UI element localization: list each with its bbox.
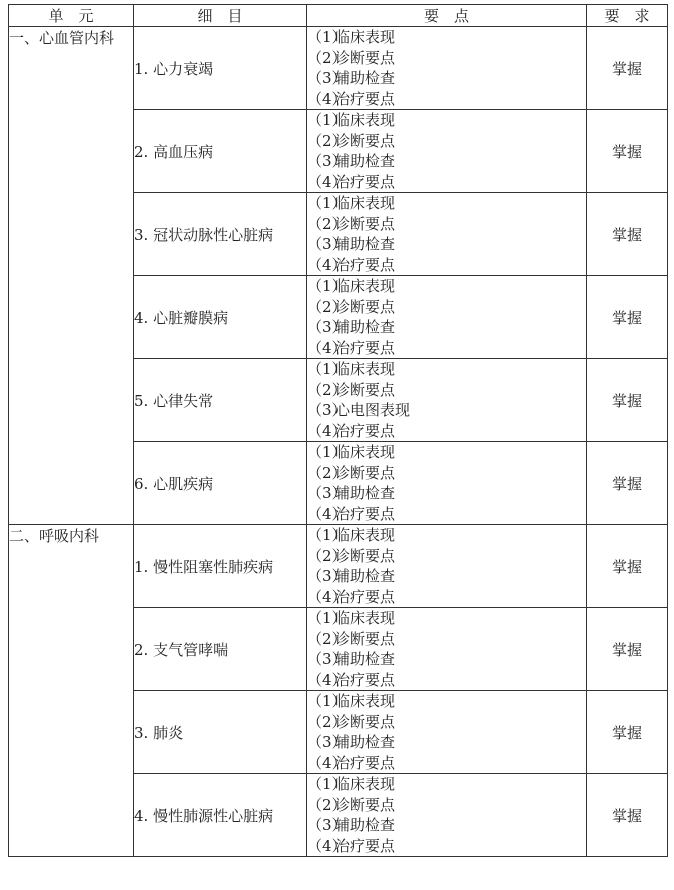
item-cell: 3. 冠状动脉性心脏病 <box>134 193 307 276</box>
point-number: （4） <box>307 89 347 108</box>
point-number: （3） <box>307 733 347 751</box>
point-number: （3） <box>307 318 347 336</box>
point-number: （1） <box>307 360 347 378</box>
points-cell <box>307 359 587 442</box>
points-cell <box>307 110 587 193</box>
point-text: 辅助检查 <box>335 152 396 170</box>
point-line <box>307 795 586 816</box>
point-line <box>307 649 586 670</box>
point-line <box>307 815 586 836</box>
point-text: 辅助检查 <box>335 650 396 668</box>
point-line <box>307 691 586 712</box>
point-line <box>307 214 586 235</box>
point-text: 临床表现 <box>335 775 396 793</box>
point-text: 辅助检查 <box>335 567 396 585</box>
point-number: （3） <box>307 650 347 668</box>
requirement-cell: 掌握 <box>587 193 668 276</box>
point-text: 诊断要点 <box>335 463 396 482</box>
point-number: （4） <box>307 338 347 357</box>
point-text: 临床表现 <box>335 277 396 295</box>
item-cell: 2. 支气管哮喘 <box>134 608 307 691</box>
point-text: 临床表现 <box>335 609 396 627</box>
point-line <box>307 546 586 567</box>
point-line <box>307 566 586 587</box>
header-points: 要 点 <box>307 5 587 27</box>
point-number: （4） <box>307 753 347 772</box>
item-cell: 2. 高血压病 <box>134 110 307 193</box>
requirement-cell: 掌握 <box>587 27 668 110</box>
point-text: 治疗要点 <box>335 89 396 108</box>
point-number: （3） <box>307 152 347 170</box>
table-body <box>9 27 668 857</box>
point-text: 诊断要点 <box>335 297 396 316</box>
point-line <box>307 483 586 504</box>
point-line <box>307 151 586 172</box>
point-text: 心电图表现 <box>335 401 411 419</box>
point-number: （2） <box>307 463 347 482</box>
point-number: （3） <box>307 484 347 502</box>
point-text: 治疗要点 <box>335 587 396 606</box>
point-text: 治疗要点 <box>335 338 396 357</box>
requirement-cell: 掌握 <box>587 774 668 857</box>
point-line <box>307 670 586 691</box>
header-item: 细 目 <box>134 5 307 27</box>
point-number: （4） <box>307 587 347 606</box>
point-line <box>307 276 586 297</box>
points-cell <box>307 442 587 525</box>
point-text: 治疗要点 <box>335 753 396 772</box>
point-line <box>307 110 586 131</box>
point-line <box>307 608 586 629</box>
item-cell: 3. 肺炎 <box>134 691 307 774</box>
table-row <box>9 27 668 110</box>
point-number: （4） <box>307 504 347 523</box>
points-cell <box>307 774 587 857</box>
point-number: （1） <box>307 28 347 46</box>
unit-cell: 二、呼吸内科 <box>9 525 134 857</box>
point-number: （2） <box>307 380 347 399</box>
point-number: （1） <box>307 111 347 129</box>
point-text: 辅助检查 <box>335 69 396 87</box>
point-line <box>307 131 586 152</box>
point-number: （2） <box>307 795 347 814</box>
point-text: 治疗要点 <box>335 836 396 855</box>
point-line <box>307 193 586 214</box>
point-number: （1） <box>307 775 347 793</box>
requirement-cell: 掌握 <box>587 359 668 442</box>
item-cell: 4. 慢性肺源性心脏病 <box>134 774 307 857</box>
point-line <box>307 297 586 318</box>
point-line <box>307 587 586 608</box>
requirement-cell: 掌握 <box>587 525 668 608</box>
point-number: （1） <box>307 609 347 627</box>
syllabus-table <box>8 4 668 857</box>
point-text: 诊断要点 <box>335 48 396 67</box>
point-number: （1） <box>307 692 347 710</box>
point-line <box>307 317 586 338</box>
point-line <box>307 400 586 421</box>
point-line <box>307 68 586 89</box>
point-number: （3） <box>307 816 347 834</box>
point-line <box>307 774 586 795</box>
requirement-cell: 掌握 <box>587 110 668 193</box>
requirement-cell: 掌握 <box>587 442 668 525</box>
point-text: 辅助检查 <box>335 484 396 502</box>
point-number: （4） <box>307 172 347 191</box>
point-line <box>307 172 586 193</box>
point-number: （3） <box>307 567 347 585</box>
point-line <box>307 234 586 255</box>
point-line <box>307 421 586 442</box>
point-number: （4） <box>307 421 347 440</box>
point-line <box>307 359 586 380</box>
item-cell: 5. 心律失常 <box>134 359 307 442</box>
point-number: （1） <box>307 194 347 212</box>
point-line <box>307 27 586 48</box>
point-text: 诊断要点 <box>335 380 396 399</box>
header-unit: 单 元 <box>9 5 134 27</box>
points-cell <box>307 691 587 774</box>
point-text: 临床表现 <box>335 111 396 129</box>
point-text: 治疗要点 <box>335 421 396 440</box>
point-number: （2） <box>307 712 347 731</box>
requirement-cell: 掌握 <box>587 276 668 359</box>
point-number: （1） <box>307 277 347 295</box>
point-text: 辅助检查 <box>335 318 396 336</box>
point-number: （4） <box>307 255 347 274</box>
point-text: 治疗要点 <box>335 172 396 191</box>
points-cell <box>307 276 587 359</box>
requirement-cell: 掌握 <box>587 608 668 691</box>
point-line <box>307 48 586 69</box>
point-line <box>307 712 586 733</box>
point-text: 临床表现 <box>335 194 396 212</box>
point-line <box>307 338 586 359</box>
point-line <box>307 442 586 463</box>
point-text: 临床表现 <box>335 692 396 710</box>
point-text: 诊断要点 <box>335 546 396 565</box>
point-number: （3） <box>307 235 347 253</box>
point-text: 诊断要点 <box>335 214 396 233</box>
point-text: 临床表现 <box>335 526 396 544</box>
item-cell: 1. 心力衰竭 <box>134 27 307 110</box>
point-number: （1） <box>307 443 347 461</box>
header-row <box>9 5 668 27</box>
point-number: （4） <box>307 836 347 855</box>
point-text: 治疗要点 <box>335 504 396 523</box>
point-text: 诊断要点 <box>335 629 396 648</box>
points-cell <box>307 27 587 110</box>
point-number: （4） <box>307 670 347 689</box>
point-text: 诊断要点 <box>335 131 396 150</box>
point-text: 诊断要点 <box>335 795 396 814</box>
point-number: （3） <box>307 401 347 419</box>
point-line <box>307 525 586 546</box>
item-cell: 4. 心脏瓣膜病 <box>134 276 307 359</box>
header-requirement: 要 求 <box>587 5 668 27</box>
point-number: （2） <box>307 214 347 233</box>
point-line <box>307 836 586 857</box>
point-number: （3） <box>307 69 347 87</box>
point-text: 治疗要点 <box>335 255 396 274</box>
point-number: （1） <box>307 526 347 544</box>
point-text: 治疗要点 <box>335 670 396 689</box>
point-text: 临床表现 <box>335 360 396 378</box>
point-line <box>307 89 586 110</box>
points-cell <box>307 608 587 691</box>
point-text: 辅助检查 <box>335 733 396 751</box>
requirement-cell: 掌握 <box>587 691 668 774</box>
point-text: 临床表现 <box>335 443 396 461</box>
point-text: 辅助检查 <box>335 816 396 834</box>
point-number: （2） <box>307 48 347 67</box>
points-cell <box>307 193 587 276</box>
point-line <box>307 504 586 525</box>
point-line <box>307 255 586 276</box>
point-line <box>307 380 586 401</box>
item-cell: 6. 心肌疾病 <box>134 442 307 525</box>
point-line <box>307 732 586 753</box>
point-line <box>307 629 586 650</box>
point-line <box>307 753 586 774</box>
point-number: （2） <box>307 546 347 565</box>
unit-cell: 一、心血管内科 <box>9 27 134 525</box>
point-number: （2） <box>307 131 347 150</box>
table-row <box>9 525 668 608</box>
point-text: 诊断要点 <box>335 712 396 731</box>
points-cell <box>307 525 587 608</box>
point-number: （2） <box>307 297 347 316</box>
point-text: 临床表现 <box>335 28 396 46</box>
point-line <box>307 463 586 484</box>
point-text: 辅助检查 <box>335 235 396 253</box>
point-number: （2） <box>307 629 347 648</box>
item-cell: 1. 慢性阻塞性肺疾病 <box>134 525 307 608</box>
